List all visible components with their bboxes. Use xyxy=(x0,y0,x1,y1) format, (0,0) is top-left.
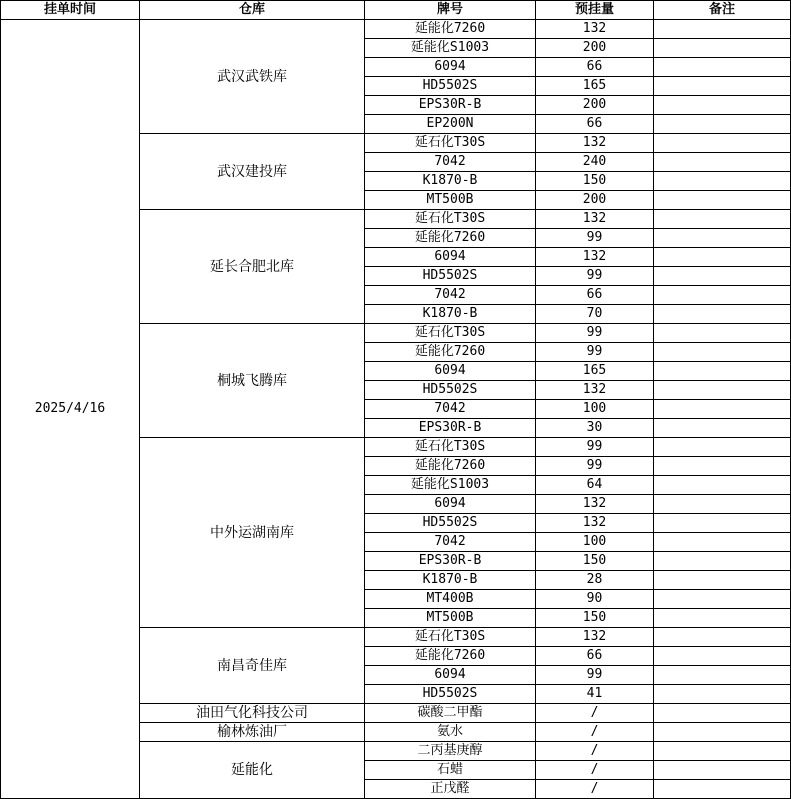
grade-cell[interactable]: 延石化T30S xyxy=(365,438,536,457)
remark-cell[interactable] xyxy=(654,134,791,153)
warehouse-cell[interactable]: 榆林炼油厂 xyxy=(140,723,365,742)
grade-cell[interactable]: 延能化S1003 xyxy=(365,476,536,495)
grade-cell[interactable]: HD5502S xyxy=(365,514,536,533)
warehouse-cell[interactable]: 延能化 xyxy=(140,742,365,799)
warehouse-cell[interactable]: 武汉武铁库 xyxy=(140,20,365,134)
quantity-cell[interactable]: 66 xyxy=(536,647,654,666)
grade-cell[interactable]: MT400B xyxy=(365,590,536,609)
remark-cell[interactable] xyxy=(654,381,791,400)
quantity-cell[interactable]: 99 xyxy=(536,438,654,457)
grade-cell[interactable]: 氨水 xyxy=(365,723,536,742)
remark-cell[interactable] xyxy=(654,324,791,343)
quantity-cell[interactable]: 132 xyxy=(536,210,654,229)
header-grade[interactable]: 牌号 xyxy=(365,1,536,20)
remark-cell[interactable] xyxy=(654,457,791,476)
quantity-cell[interactable]: / xyxy=(536,742,654,761)
grade-cell[interactable]: 延能化S1003 xyxy=(365,39,536,58)
quantity-cell[interactable]: 90 xyxy=(536,590,654,609)
quantity-cell[interactable]: 132 xyxy=(536,628,654,647)
grade-cell[interactable]: EPS30R-B xyxy=(365,96,536,115)
quantity-cell[interactable]: 99 xyxy=(536,666,654,685)
grade-cell[interactable]: EPS30R-B xyxy=(365,552,536,571)
grade-cell[interactable]: 二丙基庚醇 xyxy=(365,742,536,761)
grade-cell[interactable]: 7042 xyxy=(365,400,536,419)
remark-cell[interactable] xyxy=(654,39,791,58)
date-cell[interactable]: 2025/4/16 xyxy=(1,20,140,799)
quantity-cell[interactable]: 99 xyxy=(536,457,654,476)
grade-cell[interactable]: K1870-B xyxy=(365,305,536,324)
remark-cell[interactable] xyxy=(654,210,791,229)
quantity-cell[interactable]: 150 xyxy=(536,552,654,571)
remark-cell[interactable] xyxy=(654,96,791,115)
grade-cell[interactable]: 延石化T30S xyxy=(365,324,536,343)
quantity-cell[interactable]: 99 xyxy=(536,229,654,248)
remark-cell[interactable] xyxy=(654,533,791,552)
remark-cell[interactable] xyxy=(654,495,791,514)
quantity-cell[interactable]: 132 xyxy=(536,248,654,267)
quantity-cell[interactable]: 132 xyxy=(536,134,654,153)
remark-cell[interactable] xyxy=(654,229,791,248)
grade-cell[interactable]: MT500B xyxy=(365,609,536,628)
grade-cell[interactable]: EPS30R-B xyxy=(365,419,536,438)
grade-cell[interactable]: 6094 xyxy=(365,495,536,514)
quantity-cell[interactable]: 70 xyxy=(536,305,654,324)
grade-cell[interactable]: 延能化7260 xyxy=(365,343,536,362)
remark-cell[interactable] xyxy=(654,476,791,495)
grade-cell[interactable]: 延石化T30S xyxy=(365,134,536,153)
warehouse-cell[interactable]: 油田气化科技公司 xyxy=(140,704,365,723)
grade-cell[interactable]: 7042 xyxy=(365,153,536,172)
quantity-cell[interactable]: 99 xyxy=(536,343,654,362)
grade-cell[interactable]: 碳酸二甲酯 xyxy=(365,704,536,723)
grade-cell[interactable]: 延能化7260 xyxy=(365,20,536,39)
quantity-cell[interactable]: 150 xyxy=(536,609,654,628)
grade-cell[interactable]: 延石化T30S xyxy=(365,628,536,647)
table-body xyxy=(1,20,791,799)
remark-cell[interactable] xyxy=(654,761,791,780)
remark-cell[interactable] xyxy=(654,647,791,666)
quantity-cell[interactable]: 132 xyxy=(536,495,654,514)
quantity-cell[interactable]: / xyxy=(536,761,654,780)
grade-cell[interactable]: K1870-B xyxy=(365,571,536,590)
header-row xyxy=(1,1,791,20)
grade-cell[interactable]: K1870-B xyxy=(365,172,536,191)
remark-cell[interactable] xyxy=(654,571,791,590)
remark-cell[interactable] xyxy=(654,723,791,742)
remark-cell[interactable] xyxy=(654,419,791,438)
grade-cell[interactable]: 延能化7260 xyxy=(365,229,536,248)
header-remark[interactable]: 备注 xyxy=(654,1,791,20)
grade-cell[interactable]: 6094 xyxy=(365,666,536,685)
grade-cell[interactable]: 延能化7260 xyxy=(365,457,536,476)
grade-cell[interactable]: 7042 xyxy=(365,533,536,552)
quantity-cell[interactable]: 64 xyxy=(536,476,654,495)
quantity-cell[interactable]: 132 xyxy=(536,381,654,400)
remark-cell[interactable] xyxy=(654,400,791,419)
grade-cell[interactable]: HD5502S xyxy=(365,685,536,704)
quantity-cell[interactable]: 150 xyxy=(536,172,654,191)
quantity-cell[interactable]: 165 xyxy=(536,77,654,96)
remark-cell[interactable] xyxy=(654,305,791,324)
quantity-cell[interactable]: / xyxy=(536,780,654,799)
grade-cell[interactable]: 6094 xyxy=(365,362,536,381)
header-warehouse[interactable]: 仓库 xyxy=(140,1,365,20)
remark-cell[interactable] xyxy=(654,58,791,77)
remark-cell[interactable] xyxy=(654,628,791,647)
quantity-cell[interactable]: 28 xyxy=(536,571,654,590)
remark-cell[interactable] xyxy=(654,248,791,267)
remark-cell[interactable] xyxy=(654,286,791,305)
quantity-cell[interactable]: 200 xyxy=(536,191,654,210)
quantity-cell[interactable]: 30 xyxy=(536,419,654,438)
remark-cell[interactable] xyxy=(654,552,791,571)
remark-cell[interactable] xyxy=(654,590,791,609)
quantity-cell[interactable]: 99 xyxy=(536,324,654,343)
remark-cell[interactable] xyxy=(654,685,791,704)
remark-cell[interactable] xyxy=(654,438,791,457)
quantity-cell[interactable]: 66 xyxy=(536,58,654,77)
remark-cell[interactable] xyxy=(654,704,791,723)
warehouse-cell[interactable]: 延长合肥北库 xyxy=(140,210,365,324)
table-row xyxy=(1,20,791,39)
quantity-cell[interactable]: 132 xyxy=(536,20,654,39)
grade-cell[interactable]: 正戊醛 xyxy=(365,780,536,799)
grade-cell[interactable]: 6094 xyxy=(365,248,536,267)
quantity-cell[interactable]: 240 xyxy=(536,153,654,172)
grade-cell[interactable]: 石蜡 xyxy=(365,761,536,780)
quantity-cell[interactable]: / xyxy=(536,704,654,723)
quantity-cell[interactable]: 100 xyxy=(536,533,654,552)
quantity-cell[interactable]: 100 xyxy=(536,400,654,419)
warehouse-cell[interactable]: 武汉建投库 xyxy=(140,134,365,210)
quantity-cell[interactable]: 41 xyxy=(536,685,654,704)
remark-cell[interactable] xyxy=(654,20,791,39)
quantity-cell[interactable]: 66 xyxy=(536,115,654,134)
remark-cell[interactable] xyxy=(654,362,791,381)
remark-cell[interactable] xyxy=(654,153,791,172)
remark-cell[interactable] xyxy=(654,267,791,286)
quantity-cell[interactable]: / xyxy=(536,723,654,742)
quantity-cell[interactable]: 66 xyxy=(536,286,654,305)
warehouse-cell[interactable]: 中外运湖南库 xyxy=(140,438,365,628)
grade-cell[interactable]: HD5502S xyxy=(365,381,536,400)
remark-cell[interactable] xyxy=(654,780,791,799)
remark-cell[interactable] xyxy=(654,609,791,628)
quantity-cell[interactable]: 99 xyxy=(536,267,654,286)
remark-cell[interactable] xyxy=(654,742,791,761)
grade-cell[interactable]: 延能化7260 xyxy=(365,647,536,666)
quantity-cell[interactable]: 200 xyxy=(536,96,654,115)
remark-cell[interactable] xyxy=(654,191,791,210)
warehouse-cell[interactable]: 南昌奇佳库 xyxy=(140,628,365,704)
grade-cell[interactable]: 延石化T30S xyxy=(365,210,536,229)
grade-cell[interactable]: 6094 xyxy=(365,58,536,77)
remark-cell[interactable] xyxy=(654,514,791,533)
header-quantity[interactable]: 预挂量 xyxy=(536,1,654,20)
grade-cell[interactable]: HD5502S xyxy=(365,267,536,286)
warehouse-cell[interactable]: 桐城飞腾库 xyxy=(140,324,365,438)
quantity-cell[interactable]: 132 xyxy=(536,514,654,533)
remark-cell[interactable] xyxy=(654,666,791,685)
remark-cell[interactable] xyxy=(654,343,791,362)
header-date[interactable]: 挂单时间 xyxy=(1,1,140,20)
quantity-cell[interactable]: 200 xyxy=(536,39,654,58)
remark-cell[interactable] xyxy=(654,115,791,134)
grade-cell[interactable]: HD5502S xyxy=(365,77,536,96)
remark-cell[interactable] xyxy=(654,77,791,96)
grade-cell[interactable]: MT500B xyxy=(365,191,536,210)
grade-cell[interactable]: 7042 xyxy=(365,286,536,305)
grade-cell[interactable]: EP200N xyxy=(365,115,536,134)
quantity-cell[interactable]: 165 xyxy=(536,362,654,381)
remark-cell[interactable] xyxy=(654,172,791,191)
